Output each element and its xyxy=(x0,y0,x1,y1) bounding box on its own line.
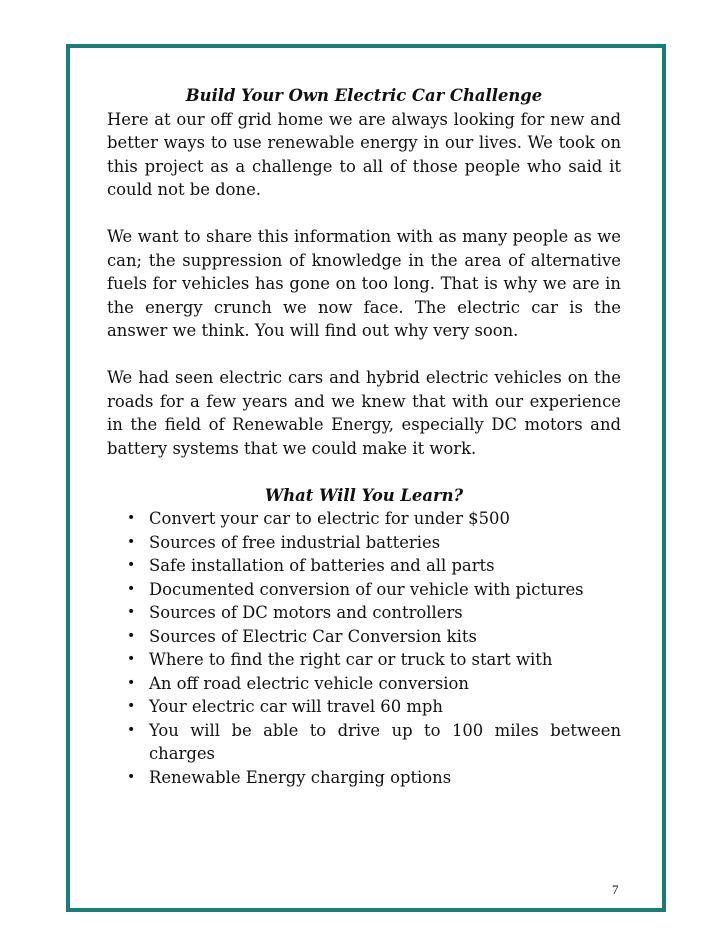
page-number: 7 xyxy=(612,882,619,897)
list-item xyxy=(127,625,621,649)
list-item-text: Where to find the right car or truck to start with xyxy=(149,650,553,669)
list-item xyxy=(127,672,621,696)
bullet-icon: • xyxy=(127,557,136,573)
bullet-icon: • xyxy=(127,627,136,644)
list-item-text: Documented conversion of our vehicle with pictures xyxy=(149,579,584,599)
list-item-text: Sources of DC motors and controllers xyxy=(149,603,463,622)
list-item xyxy=(127,531,621,555)
list-item-text: Renewable Energy charging options xyxy=(149,767,452,787)
list-item xyxy=(127,766,621,790)
bullet-icon: • xyxy=(127,768,136,785)
bullet-icon: • xyxy=(127,604,136,620)
list-item xyxy=(127,601,621,625)
section-subtitle: What Will You Learn? xyxy=(264,485,464,505)
list-item xyxy=(127,648,621,672)
paragraph-experience: We had seen electric cars and hybrid electric vehicles on the roads for a few years and we knew that with our experience in the field of Renewable Energy, especially DC motors and battery systems that we could make it work. xyxy=(107,368,621,458)
list-item-text: Convert your car to electric for under $500 xyxy=(149,509,510,528)
bullet-icon: • xyxy=(127,533,136,550)
list-item-text: Sources of free industrial batteries xyxy=(149,532,441,552)
paragraph-share: We want to share this information with as many people as we can; the suppression of knowledge in the area of alternative fuels for vehicles has gone on too long. That is why we are in the energy crunch we now face. The electric car is the answer we think. You will find out why very soon. xyxy=(107,227,621,340)
list-item xyxy=(127,578,621,602)
bullet-icon: • xyxy=(127,510,136,526)
document-title: Build Your Own Electric Car Challenge xyxy=(185,86,543,105)
paragraph-intro: Here at our off grid home we are always looking for new and better ways to use renewable energy in our lives. We took on this project as a challenge to all of those people who said it could not be done. xyxy=(107,109,621,199)
list-item xyxy=(127,554,621,578)
bullet-icon: • xyxy=(127,651,136,667)
bullet-icon: • xyxy=(127,674,136,691)
bullet-icon: • xyxy=(127,721,136,738)
bullet-icon: • xyxy=(127,698,136,714)
list-item-text: Sources of Electric Car Conversion kits xyxy=(149,626,477,646)
list-item xyxy=(127,719,621,766)
page-content xyxy=(107,84,621,789)
bullet-icon: • xyxy=(127,580,136,597)
learn-list xyxy=(107,507,621,789)
list-item xyxy=(127,507,621,531)
list-item-text: Safe installation of batteries and all parts xyxy=(149,556,495,575)
list-item xyxy=(127,695,621,719)
list-item-text: You will be able to drive up to 100 miles between charges xyxy=(149,720,621,763)
list-item-text: An off road electric vehicle conversion xyxy=(149,673,469,693)
list-item-text: Your electric car will travel 60 mph xyxy=(149,697,443,716)
